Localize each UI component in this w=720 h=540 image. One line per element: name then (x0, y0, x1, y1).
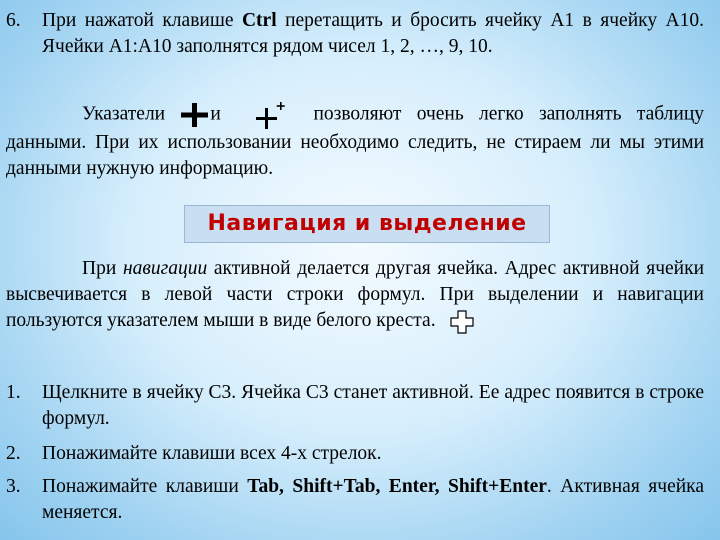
list-item-3-text-b: . Активная ячейка меняется. (42, 476, 704, 523)
ctrl-key: Ctrl (241, 10, 277, 31)
step-6-text-a: При нажатой клавише (42, 10, 234, 31)
list-item-3 (6, 474, 704, 526)
navigation-paragraph (6, 256, 704, 334)
list-item-2 (6, 441, 704, 467)
navigation-text-a: При (82, 258, 117, 279)
step-6-number: 6. (6, 10, 21, 31)
list-item-3-text-a: Понажимайте клавиши (42, 476, 239, 497)
section-heading: Навигация и выделение (207, 211, 527, 236)
section-heading-box (184, 205, 550, 243)
list-item-2-number: 2. (6, 443, 21, 464)
list-item-3-keys: Tab, Shift+Tab, Enter, Shift+Enter (247, 476, 547, 497)
pointers-text-a: Указатели (82, 103, 166, 125)
step-6 (6, 8, 704, 60)
step-6-text-b: перетащить и бросить ячейку А1 в ячейку А10. Ячейки А1:А10 заполнятся рядом чисел 1, 2, …, 9, 10. (42, 10, 704, 57)
pointers-paragraph (6, 100, 704, 182)
fill-cross-icon (180, 102, 210, 128)
pointers-text-b: позволяют очень легко заполнять таблицу данными. При их использовании необходимо следить, не стираем ли мы этими данными нужную информацию. (6, 103, 705, 179)
pointers-text-and: и (210, 103, 221, 125)
list-item-1-text: Щелкните в ячейку С3. Ячейка С3 станет активной. Ее адрес появится в строке формул. (42, 382, 704, 429)
navigation-text-b: активной делается другая ячейка. Адрес активной ячейки высвечивается в левой части строки формул. При выделении и навигации пользуются указателем мыши в виде белого креста. (6, 258, 705, 331)
list-item-2-text: Понажимайте клавиши всех 4-х стрелок. (42, 443, 382, 464)
list-item-1 (6, 380, 704, 432)
list-item-1-number: 1. (6, 382, 21, 403)
white-cross-icon (450, 310, 474, 334)
navigation-emphasis: навигации (122, 258, 208, 279)
list-item-3-number: 3. (6, 476, 21, 497)
copy-cross-icon (254, 100, 288, 130)
